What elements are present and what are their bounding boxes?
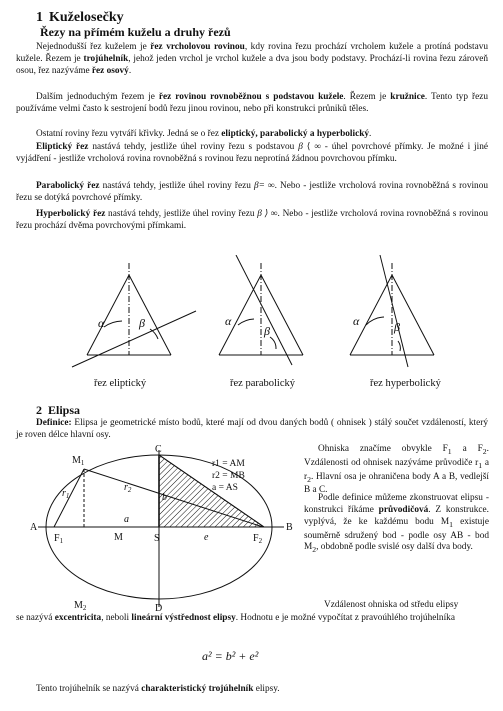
paragraph: Parabolický řez nastává tehdy, jestliže úhel roviny řezu β= ∞. Nebo - jestliže vrcholová rovina rovnoběžná s rovinou řezu se dotýká povrchové přímky. <box>16 181 488 203</box>
point-M2: $M_2$ <box>74 600 87 612</box>
def-a: a = AS <box>212 483 238 493</box>
point-C: C <box>155 444 162 455</box>
ellipse-diagram <box>28 442 304 612</box>
paragraph: Eliptický řez nastává tehdy, jestliže úhel roviny řezu s podstavou β ⟨ ∞ - úhel povrchové přímky. Je možné i jiné vyjádření - jestliže vrcholová rovina rovnoběžná s rovinou řezu neprotíná žádnou povrchovou přímku. <box>16 142 488 164</box>
paragraph: Tento trojúhelník se nazývá charakteristický trojúhelník elipsy. <box>36 684 280 694</box>
def-r2: r2 = MB <box>212 471 245 481</box>
point-B: B <box>286 522 293 533</box>
paragraph: Hyperbolický řez nastává tehdy, jestliže úhel roviny řezu β ⟩ ∞. Nebo - jestliže vrcholová rovina rovnoběžná s rovinou řezu prochází dvěma povrchovými přímkami. <box>16 209 488 231</box>
paragraph: Dalším jednoduchým řezem je řez rovinou rovnoběžnou s podstavou kužele. Řezem je kružnice. Tento typ řezu používáme velmi často k sestrojení bodů řezu jinou rovinou, nebo při konstrukci průniků těles. <box>16 92 488 114</box>
def-r1: r1 = AM <box>212 459 245 469</box>
point-A: A <box>30 522 38 533</box>
paragraph: Ohniska značíme obvykle $F_1$ a $F_2$. Vzdálenosti od ohnisek nazýváme průvodiče $r_1$ a $r_2$. Hlavní osa je ohraničena body A a B, vedlejší B a C. <box>304 444 490 496</box>
paragraph: Nejednodušší řez kuželem je řez vrcholovou rovinou, kdy rovina řezu prochází vrcholem kužele a protíná podstavu kužele. Řezem je trojúhelník, jehož jeden vrchol je vrchol kužele a dva jsou body podstavy. Prochází-li rovina řezu zároveň osou, řez nazýváme řez osový. <box>16 42 488 76</box>
alpha-label: α <box>98 316 105 330</box>
r2-label: $r_2$ <box>124 482 132 494</box>
definition: Definice: Elipsa je geometrické místo bodů, které mají od dvou daných bodů ( ohnisek ) stálý součet vzdáleností, který je roven délce hlavní osy. <box>16 418 488 440</box>
section-number: 1 <box>36 10 43 25</box>
section-title: 2 Elipsa <box>36 403 81 417</box>
section-title <box>36 10 124 26</box>
beta-label: β <box>394 320 400 334</box>
subsection-title: Řezy na přímém kuželu a druhy řezů <box>40 25 231 39</box>
figure-caption: řez parabolický <box>230 378 296 389</box>
cone-section-figures <box>0 255 503 380</box>
formula: a² = b² + e² <box>202 649 259 663</box>
e-label: e <box>204 532 209 543</box>
section-title-text: Kuželosečky <box>49 10 124 25</box>
point-F2: $F_2$ <box>253 533 263 545</box>
paragraph: Podle definice můžeme zkonstruovat elipsu - konstrukci říkáme průvodičová. Z konstrukce. vyplývá, že ke každému bodu $M_1$ existuje souměrně sdružený bod - podle osy AB - bod $M_2$, obdobně podle svislé osy další dva body. <box>304 493 489 555</box>
paragraph: Ostatní roviny řezu vytváří křivky. Jedná se o řez eliptický, parabolický a hyperbolický. <box>36 129 372 139</box>
point-D: D <box>155 603 163 612</box>
alpha-label: α <box>225 314 232 328</box>
r1-label: $r_1$ <box>62 488 70 500</box>
point-M1: $M_1$ <box>72 455 85 467</box>
alpha-label: α <box>353 314 360 328</box>
beta-label: β <box>264 324 270 338</box>
figure-caption: řez eliptický <box>94 378 147 389</box>
point-S: S <box>154 533 160 544</box>
b-label: b <box>162 492 167 503</box>
point-M: M <box>114 532 123 543</box>
figure-caption: řez hyperbolický <box>370 378 441 389</box>
point-F1: $F_1$ <box>54 533 64 545</box>
paragraph: se nazývá excentricita, neboli lineární výstřednost elipsy. Hodnotu e je možné vypočítat z pravoúhlého trojúhelníka <box>16 613 455 623</box>
a-label: a <box>124 514 129 525</box>
beta-label: β <box>139 316 145 330</box>
paragraph: Vzdálenost ohniska od středu elipsy <box>324 600 459 610</box>
